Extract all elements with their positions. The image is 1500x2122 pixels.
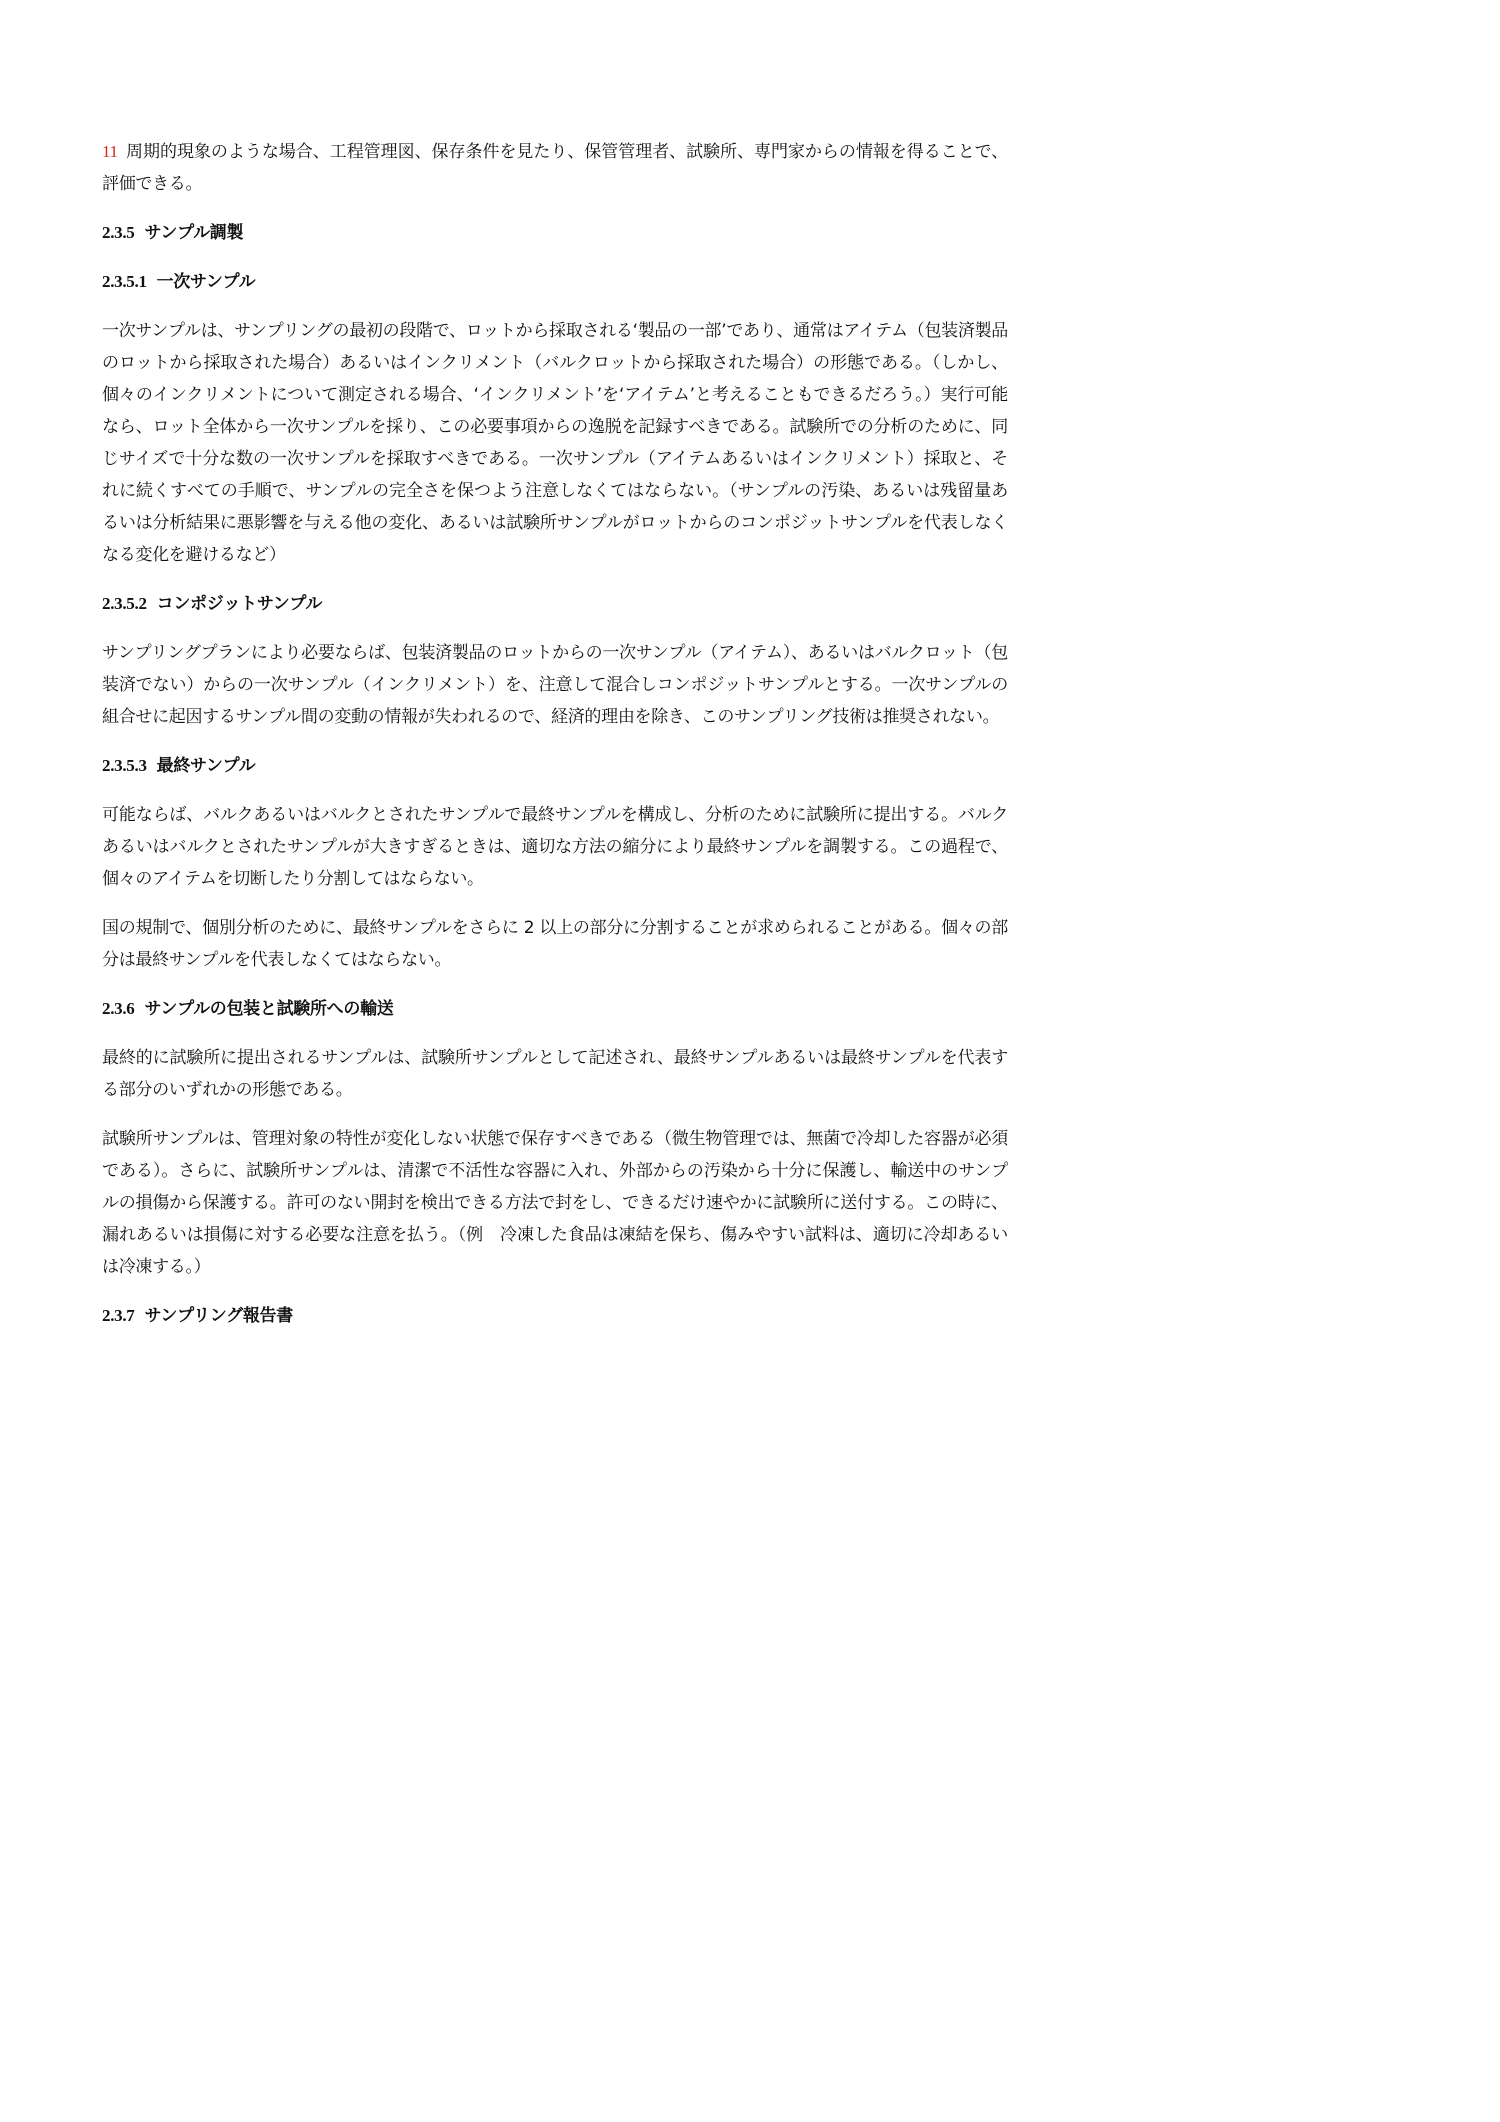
paragraph: 一次サンプルは、サンプリングの最初の段階で、ロットから採取される‘製品の一部’であり、通常はアイテム（包装済製品のロットから採取された場合）あるいはインクリメント（バルクロットから採取された場合）の形態である。（しかし、個々のインクリメントについて測定される場合、‘インクリメント’を‘アイテム’と考えることもできるだろう。）実行可能なら、ロット全体から一次サンプルを採り、この必要事項からの逸脱を記録すべきである。試験所での分析のために、同じサイズで十分な数の一次サンプルを採取すべきである。一次サンプル（アイテムあるいはインクリメント）採取と、それに続くすべての手順で、サンプルの完全さを保つよう注意しなくてはならない。（サンプルの汚染、あるいは残留量あるいは分析結果に悪影響を与える他の変化、あるいは試験所サンプルがロットからのコンポジットサンプルを代表しなくなる変化を避けるなど） — [102, 321, 1008, 565]
paragraph: 国の規制で、個別分析のために、最終サンプルをさらに 2 以上の部分に分割することが求められることがある。個々の部分は最終サンプルを代表しなくてはならない。 — [102, 918, 1008, 970]
section-title: サンプリング報告書 — [144, 1306, 293, 1326]
footnote-text: 周期的現象のような場合、工程管理図、保存条件を見たり、保管管理者、試験所、専門家からの情報を得ることで、評価できる。 — [102, 142, 1008, 194]
section-title: サンプルの包装と試験所への輸送 — [144, 999, 394, 1019]
section-number: 2.3.6 — [102, 999, 135, 1018]
section-title: サンプル調製 — [144, 223, 244, 243]
section-title: 一次サンプル — [156, 272, 256, 292]
section-title: コンポジットサンプル — [156, 594, 323, 614]
section-number: 2.3.7 — [102, 1306, 135, 1325]
document-body — [102, 136, 1008, 1349]
section-heading-2-3-7 — [102, 1300, 1008, 1332]
section-number: 2.3.5.2 — [102, 594, 147, 613]
paragraph: 最終的に試験所に提出されるサンプルは、試験所サンプルとして記述され、最終サンプルあるいは最終サンプルを代表する部分のいずれかの形態である。 — [102, 1048, 1008, 1100]
paragraph: 可能ならば、バルクあるいはバルクとされたサンプルで最終サンプルを構成し、分析のために試験所に提出する。バルクあるいはバルクとされたサンプルが大きすぎるときは、適切な方法の縮分により最終サンプルを調製する。この過程で、個々のアイテムを切断したり分割してはならない。 — [102, 805, 1008, 889]
section-heading-2-3-6 — [102, 993, 1008, 1025]
paragraph: 試験所サンプルは、管理対象の特性が変化しない状態で保存すべきである（微生物管理では、無菌で冷却した容器が必須である）。さらに、試験所サンプルは、清潔で不活性な容器に入れ、外部からの汚染から十分に保護し、輸送中のサンプルの損傷から保護する。許可のない開封を検出できる方法で封をし、できるだけ速やかに試験所に送付する。この時に、漏れあるいは損傷に対する必要な注意を払う。（例 冷凍した食品は凍結を保ち、傷みやすい試料は、適切に冷却あるいは冷凍する。） — [102, 1129, 1008, 1277]
footnote — [102, 136, 1008, 200]
section-heading-2-3-5 — [102, 217, 1008, 249]
footnote-number: 11 — [102, 142, 118, 161]
paragraph: サンプリングプランにより必要ならば、包装済製品のロットからの一次サンプル（アイテム）、あるいはバルクロット（包装済でない）からの一次サンプル（インクリメント）を、注意して混合しコンポジットサンプルとする。一次サンプルの組合せに起因するサンプル間の変動の情報が失われるので、経済的理由を除き、このサンプリング技術は推奨されない。 — [102, 643, 1008, 727]
section-heading-2-3-5-2 — [102, 588, 1008, 620]
section-title: 最終サンプル — [156, 756, 256, 776]
section-heading-2-3-5-3 — [102, 750, 1008, 782]
section-number: 2.3.5.3 — [102, 756, 147, 775]
section-number: 2.3.5 — [102, 223, 135, 242]
section-number: 2.3.5.1 — [102, 272, 147, 291]
section-heading-2-3-5-1 — [102, 266, 1008, 298]
